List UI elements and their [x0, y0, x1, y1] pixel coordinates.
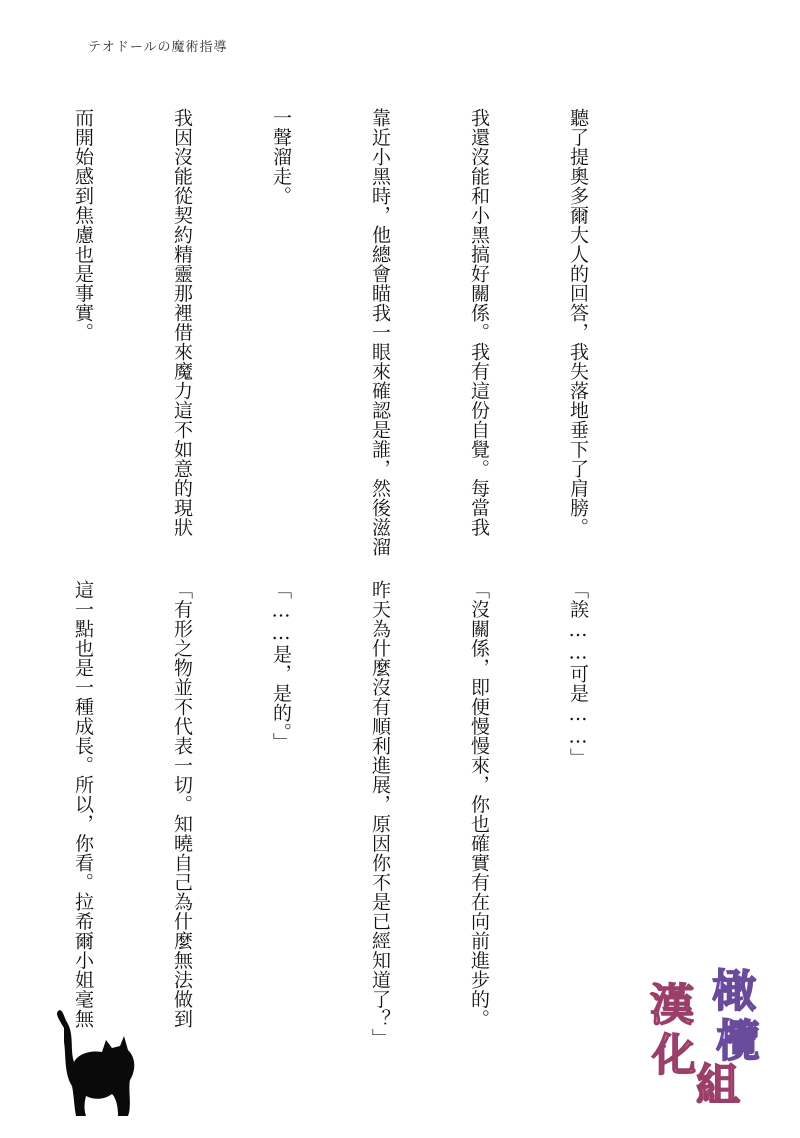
- logo-char: 漢: [650, 980, 694, 1031]
- text-line: 聽了提奧多爾大人的回答，我失落地垂下了肩膀。: [567, 108, 589, 537]
- text-line: 「沒關係，即便慢慢來，你也確實有在向前進步的。: [468, 580, 490, 1029]
- text-line: 一聲溜走。: [270, 108, 292, 206]
- logo-char: 化: [652, 1030, 696, 1081]
- black-cat-silhouette-icon: [44, 1010, 154, 1120]
- book-title-header: テオドールの魔術指導: [88, 40, 228, 55]
- text-line: 「……是，是的。」: [270, 580, 292, 752]
- logo-char: 組: [696, 1060, 740, 1110]
- logo-char: 橄: [712, 966, 756, 1017]
- text-line: 而開始感到焦慮也是事實。: [72, 108, 94, 342]
- text-line: 「誒……可是……」: [567, 580, 589, 768]
- text-line: 這一點也是一種成長。所以，你看。拉希爾小姐毫無: [72, 580, 94, 1029]
- logo-char: 欖: [716, 1016, 760, 1067]
- top-text-block: [0, 108, 660, 558]
- text-line: 昨天為什麼沒有順利進展，原因你不是已經知道了？」: [369, 580, 391, 1048]
- text-line: 我因沒能從契約精靈那裡借來魔力這不如意的現狀: [171, 108, 193, 537]
- translation-group-logo: [640, 960, 770, 1110]
- text-line: 我還沒能和小黑搞好關係。我有這份自覺。每當我: [468, 108, 490, 537]
- text-line: 「有形之物並不代表一切。知曉自己為什麼無法做到: [171, 580, 193, 1029]
- text-line: 靠近小黑時，他總會瞄我一眼來確認是誰，然後滋溜: [369, 108, 391, 557]
- bottom-text-block: [0, 580, 660, 1048]
